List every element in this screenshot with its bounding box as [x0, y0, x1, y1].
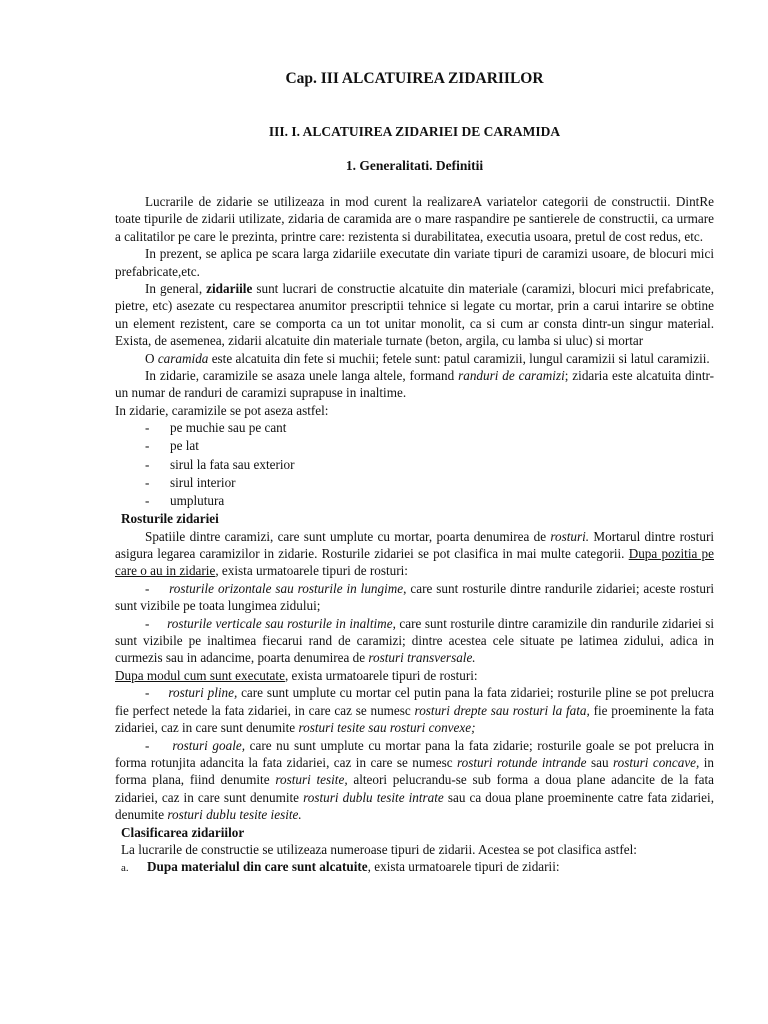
term-tesite: rosturi tesite, — [275, 772, 348, 788]
dash-marker: - — [145, 737, 150, 753]
list-item — [145, 492, 714, 510]
text: sunt lucrari de constructie alcatuite din materiale (caramizi, blocuri mici prefabricate, pietre, etc) asezate cu respectarea anumitor prescriptii tehnice si legate cu mortar, prin a carui intarire se obtine un element rezistent, care se comporta ca un tot unitar monolit, ca si cum ar consta dintr-un singur material. Exista, de asemenea, zidarii alcatuite din materiale turnate (beton, argila, cu lamba si uluc) si mortar — [115, 281, 715, 349]
paragraph-rosturi-goale — [115, 737, 714, 824]
text: , exista urmatoarele tipuri de zidarii: — [367, 859, 560, 875]
dash-marker: - — [145, 493, 150, 509]
document-body — [115, 193, 714, 878]
paragraph-asezare: In zidarie, caramizile se pot aseza astfel: — [115, 402, 329, 418]
term-verticale: rosturile verticale sau rosturile in inaltime — [167, 615, 393, 631]
list-marker: a. — [121, 862, 129, 875]
term-dublu-iesite: rosturi dublu tesite iesite. — [167, 807, 302, 823]
list-item — [145, 419, 714, 437]
text: , exista urmatoarele tipuri de rosturi: — [284, 667, 478, 683]
text: sau — [590, 754, 609, 770]
paragraph-mod-executie — [115, 667, 714, 684]
list-item-text: sirul la fata sau exterior — [170, 456, 295, 472]
list-item — [145, 474, 714, 492]
paragraph-present: In prezent, se aplica pe scara larga zidariile executate din variate tipuri de caramizi usoare, de blocuri mici prefabricate,etc. — [115, 246, 714, 279]
text: O — [145, 350, 155, 366]
text: ; zidaria este alcatuita dintr-un numar de randuri de caramizi suprapuse in inaltime. — [115, 368, 714, 401]
underlined-criterion: Dupa pozitia pe care o au in zidarie — [115, 546, 715, 579]
term-randuri: randuri de caramizi — [458, 368, 565, 384]
text: In general, — [145, 281, 203, 297]
heading-rosturi: Rosturile zidariei — [121, 511, 219, 527]
term-goale: rosturi goale, — [172, 737, 246, 753]
text: care nu sunt umplute cu mortar pana la fata zidarie; rosturile goale se pot prelucra in forma rotunjita adancita la fata zidariei, caz in care se numesc — [115, 737, 715, 770]
list-item-text: umplutura — [170, 493, 225, 509]
list-item-text: pe muchie sau pe cant — [170, 420, 287, 436]
term-rosturi: rosturi. — [550, 528, 590, 544]
paragraph-definition — [115, 280, 714, 350]
term-orizontale: rosturile orizontale sau rosturile in lungime — [169, 580, 404, 596]
list-item — [145, 456, 714, 474]
paragraph-rosturi-pline — [115, 684, 714, 736]
text: In zidarie, caramizile se asaza unele langa altele, formand — [145, 368, 455, 384]
term-drepte: rosturi drepte sau rosturi la fata, — [414, 702, 590, 718]
dash-marker: - — [145, 456, 150, 472]
list-item-a — [115, 858, 714, 877]
underlined-criterion: Dupa modul cum sunt executate — [115, 667, 285, 683]
term-caramida: caramida — [157, 350, 209, 366]
text: Spatiile dintre caramizi, care sunt umplute cu mortar, poarta denumirea de — [145, 528, 547, 544]
dash-marker: - — [145, 438, 150, 454]
term-dublu-intrate: rosturi dublu tesite intrate — [303, 789, 444, 805]
paragraph-randuri — [115, 367, 714, 402]
laying-list — [115, 419, 714, 510]
paragraph-caramida — [115, 350, 714, 367]
term-transversale: rosturi transversale. — [368, 650, 476, 666]
list-item-text: pe lat — [170, 438, 199, 454]
term-pline: rosturi pline, — [168, 685, 238, 701]
term-rotunde: rosturi rotunde intrande — [457, 754, 587, 770]
text: sau ca doua plane proeminente catre fata zidariei, denumite — [115, 789, 714, 823]
dash-marker: - — [145, 685, 150, 701]
text: fie proeminente la fata zidariei, caz in care sunt denumite — [115, 702, 715, 736]
text: Mortarul dintre rosturi asigura legarea caramizilor in zidarie. Rosturile zidariei se pot clasifica in mai multe categorii. — [115, 528, 714, 562]
criterion-material: Dupa materialul din care sunt alcatuite — [147, 859, 368, 875]
dash-marker: - — [145, 474, 150, 490]
paragraph-rosturi — [115, 528, 714, 580]
paragraph-clasificare: La lucrarile de constructie se utilizeaza numeroase tipuri de zidarii. Acestea se pot clasifica astfel: — [121, 841, 637, 857]
dash-marker: - — [145, 615, 150, 631]
list-item-text: sirul interior — [170, 474, 236, 490]
subsection-title: 1. Generalitati. Definitii — [345, 158, 484, 173]
text: , exista urmatoarele tipuri de rosturi: — [215, 563, 408, 579]
heading-clasificare: Clasificarea zidariilor — [121, 824, 245, 840]
section-title: III. I. ALCATUIREA ZIDARIEI DE CARAMIDA — [268, 124, 561, 139]
text: alteori pelucrandu-se sub forma a doua plane adancite de la fata zidariei, caz in care sunt denumite — [115, 772, 714, 805]
dash-marker: - — [145, 420, 150, 436]
paragraph-rosturi-verticale — [115, 615, 714, 667]
term-zidariile: zidariile — [206, 281, 253, 297]
dash-marker: - — [145, 580, 150, 596]
term-convexe: rosturi tesite sau rosturi convexe; — [298, 720, 476, 736]
paragraph-rosturi-orizontale — [115, 580, 714, 615]
text: , care sunt rosturile dintre caramizile din randurile zidariei si sunt vizibile pe inaltimea fiecarui rand de caramizi; dintre acestea cele situate pe latimea zidului, adica in curmezis sau in adancime, poarta denumirea de — [115, 615, 714, 666]
text: este alcatuita din fete si muchii; fetele sunt: patul caramizii, lungul caramizii si latul caramizii. — [211, 350, 710, 366]
text: , care sunt rosturile dintre randurile zidariei; aceste rosturi sunt vizibile pe toata lungimea zidului; — [115, 580, 715, 614]
text: care sunt umplute cu mortar cel putin pana la fata zidariei; rosturile pline se pot prelucra fie perfect netede la fata zidariei, in care caz se numesc — [115, 685, 714, 718]
text: in forma plana, fiind denumite — [115, 754, 715, 788]
paragraph-intro: Lucrarile de zidarie se utilizeaza in mod curent la realizareA variatelor categorii de constructii. DintRe toate tipurile de zidarii utilizate, zidaria de caramida are o mare raspandire pe santierele de constructii, ca urmare a calitatilor pe care le prezinta, printre care: rezistenta si durabilitatea, executia usoara, pretul de cost redus, etc. — [115, 194, 714, 244]
term-concave: rosturi concave, — [612, 754, 700, 770]
chapter-title: Cap. III ALCATUIREA ZIDARIILOR — [285, 70, 544, 87]
list-item — [145, 437, 714, 455]
